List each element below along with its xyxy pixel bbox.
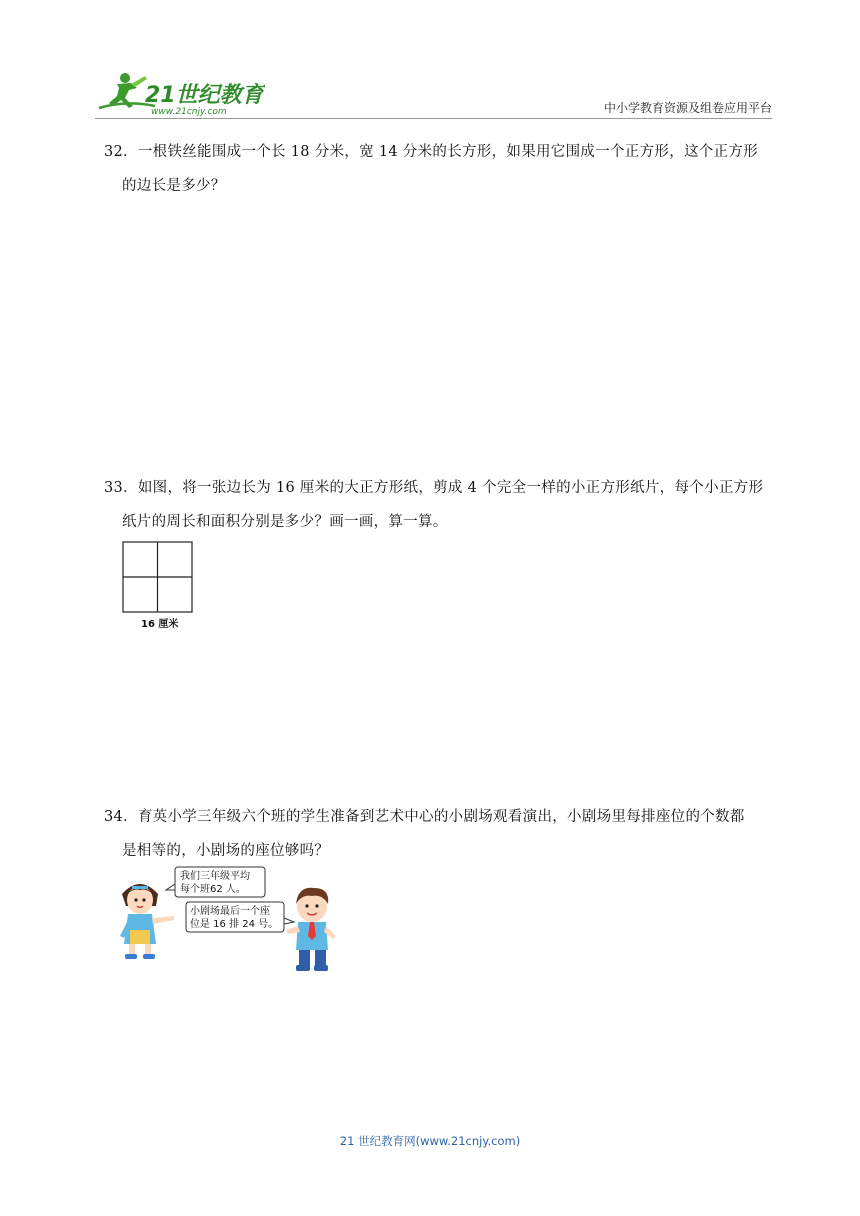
logo-text: 21世纪教育 xyxy=(145,83,264,108)
header-divider xyxy=(95,118,772,119)
question-number: 33． xyxy=(104,480,138,496)
square-figure xyxy=(122,541,194,631)
students-illustration xyxy=(118,866,340,978)
question-number: 34． xyxy=(104,809,138,825)
question-34 xyxy=(104,800,764,868)
square-diagram xyxy=(122,541,194,615)
girl-figure xyxy=(120,884,174,959)
question-line xyxy=(104,800,764,834)
logo-graphic xyxy=(95,70,265,116)
bubble-text-1: 我们三年级平均 每个班62 人。 xyxy=(180,871,250,895)
question-line: 纸片的周长和面积分别是多少？画一画，算一算。 xyxy=(122,514,448,530)
bubble-text-2: 小剧场最后一个座 位是 16 排 24 号。 xyxy=(190,906,279,930)
logo-url: www.21cnjy.com xyxy=(151,107,227,116)
question-text: 如图，将一张边长为 16 厘米的大正方形纸，剪成 4 个完全一样的小正方形纸片，每个小正方形 xyxy=(137,480,764,496)
question-line xyxy=(104,471,764,505)
boy-figure xyxy=(286,888,336,971)
question-33 xyxy=(104,471,764,539)
question-line: 是相等的，小剧场的座位够吗？ xyxy=(122,843,330,859)
footer-link[interactable]: 21 世纪教育网(www.21cnjy.com) xyxy=(339,1134,521,1148)
question-number: 32． xyxy=(104,144,138,160)
question-text: 一根铁丝能围成一个长 18 分米，宽 14 分米的长方形，如果用它围成一个正方形，这个正方形 xyxy=(137,144,758,160)
question-line: 的边长是多少？ xyxy=(122,178,226,194)
logo xyxy=(95,70,265,116)
question-32 xyxy=(104,135,764,203)
square-side-label: 16 厘米 xyxy=(141,619,179,630)
question-text: 育英小学三年级六个班的学生准备到艺术中心的小剧场观看演出，小剧场里每排座位的个数都 xyxy=(137,809,745,825)
platform-name: 中小学教育资源及组卷应用平台 xyxy=(603,101,772,115)
question-line xyxy=(104,135,764,169)
